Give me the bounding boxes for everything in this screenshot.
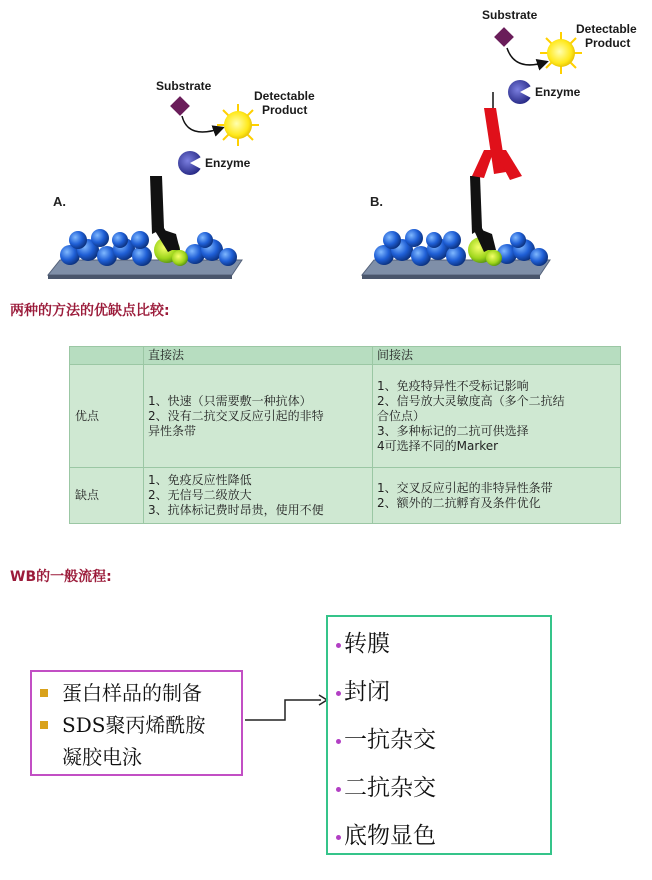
panel-b-label: B. <box>370 194 383 209</box>
cell-line: 异性条带 <box>148 423 197 438</box>
cell-line: 1、快速（只需要敷一种抗体） <box>148 393 312 408</box>
sample-prep-box <box>30 670 243 776</box>
panel-a <box>48 79 315 279</box>
cell-line: 1、交叉反应引起的非特异性条带 <box>377 480 553 495</box>
comparison-table <box>69 346 621 524</box>
enzyme-label: Enzyme <box>205 156 251 170</box>
detectable-product-icon <box>540 32 582 74</box>
cell-line: 3、抗体标记费时昂贵，使用不便 <box>148 503 324 517</box>
bullet-dot-icon <box>336 691 341 696</box>
protein-beads <box>374 229 548 266</box>
step-primary-antibody: 一抗杂交 <box>336 721 436 754</box>
step-transfer: 转膜 <box>336 625 390 658</box>
cell-line: 2、信号放大灵敏度高（多个二抗结 <box>377 393 565 408</box>
substrate-icon <box>170 96 190 116</box>
substrate-label: Substrate <box>156 79 212 93</box>
panel-a-label: A. <box>53 194 66 209</box>
square-bullet-icon <box>40 721 48 729</box>
cell-line: 2、没有二抗交叉反应引起的非特 <box>148 408 324 423</box>
row-label-advantages: 优点 <box>70 365 144 468</box>
bullet-dot-icon <box>336 739 341 744</box>
enzyme-icon <box>508 80 533 104</box>
direct-disadvantages-cell <box>144 468 373 524</box>
panel-b <box>362 8 637 279</box>
cell-line: 2、额外的二抗孵育及条件优化 <box>377 495 541 510</box>
cell-line: 2、无信号二级放大 <box>148 488 252 502</box>
workflow-title: WB的一般流程: <box>10 569 112 585</box>
product-label-line1: Detectable <box>576 22 637 36</box>
protein-beads <box>60 229 237 266</box>
enzyme-label: Enzyme <box>535 85 581 99</box>
table-row <box>70 468 621 524</box>
reaction-arrow <box>182 116 222 132</box>
cell-line: 1、免疫反应性降低 <box>148 473 252 487</box>
substrate-icon <box>494 27 514 47</box>
table-header-cell: 间接法 <box>373 347 621 365</box>
detection-steps-box <box>326 615 552 855</box>
table-header-cell: 直接法 <box>144 347 373 365</box>
comparison-title: 两种的方法的优缺点比较: <box>10 303 170 319</box>
step-substrate-color: 底物显色 <box>336 817 436 850</box>
cell-line: 合位点） <box>377 408 426 423</box>
indirect-disadvantages-cell <box>373 468 621 524</box>
substrate-label: Substrate <box>482 8 538 22</box>
cell-line: 4可选择不同的Marker <box>377 438 499 453</box>
product-label-line1: Detectable <box>254 89 315 103</box>
bullet-dot-icon <box>336 787 341 792</box>
bullet-dot-icon <box>336 643 341 648</box>
step-blocking: 封闭 <box>336 673 390 706</box>
primary-antibody <box>150 176 180 252</box>
table-header-cell <box>70 347 144 365</box>
enzyme-icon <box>178 151 203 175</box>
row-label-disadvantages: 缺点 <box>70 468 144 524</box>
cell-line: 1、免疫特异性不受标记影响 <box>377 378 529 393</box>
antibody-detection-diagram <box>0 0 652 290</box>
product-label-line2: Product <box>262 103 308 117</box>
step-sds-page: SDS聚丙烯酰胺 <box>62 713 206 737</box>
product-label-line2: Product <box>585 36 631 50</box>
step-protein-prep: 蛋白样品的制备 <box>62 681 202 705</box>
secondary-antibody <box>472 108 522 180</box>
reaction-arrow <box>507 48 546 65</box>
flow-connector <box>243 690 329 730</box>
step-secondary-antibody: 二抗杂交 <box>336 769 436 802</box>
table-row <box>70 365 621 468</box>
cell-line: 3、多种标记的二抗可供选择 <box>377 423 529 438</box>
detectable-product-icon <box>217 104 259 146</box>
table-header-row <box>70 347 621 365</box>
square-bullet-icon <box>40 689 48 697</box>
bullet-dot-icon <box>336 835 341 840</box>
direct-advantages-cell <box>144 365 373 468</box>
step-sds-page-cont: 凝胶电泳 <box>62 745 142 769</box>
indirect-advantages-cell <box>373 365 621 468</box>
